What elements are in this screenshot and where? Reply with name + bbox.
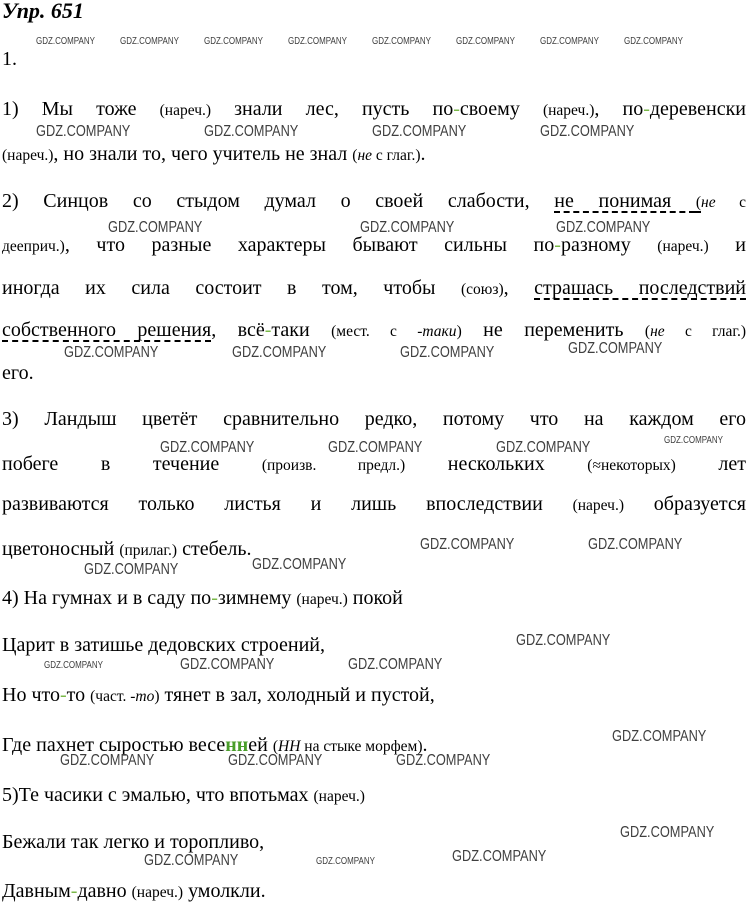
pos-note: (союз) [460,281,504,298]
participle-phrase: страшась последствий [534,277,747,299]
pos-note: (нареч.) [131,884,184,901]
text: 2) Синцов со стыдом думал о своей слабости, [2,190,555,212]
text: зимнему [217,587,297,609]
watermark: GDZ.COMPANY [372,36,431,47]
text: не переменить [461,319,645,341]
text: . [422,734,428,756]
text: иногда их сила состоит в том, чтобы [2,277,461,299]
text: 4) На гумнах и в саду по [2,587,212,609]
watermark: GDZ.COMPANY [328,439,423,456]
hyphen-highlight: - [554,234,561,256]
watermark: GDZ.COMPANY [588,536,683,553]
text: 5)Те часики с эмалью, что впотьмах [2,784,314,806]
watermark: GDZ.COMPANY [624,36,683,47]
text: . [420,143,426,165]
note-italic: не [701,194,716,211]
watermark: GDZ.COMPANY [612,728,707,745]
text: Где пахнет сыростью весе [2,734,226,756]
exercise-title: Упр. 651 [2,0,84,23]
text: , [503,277,535,299]
note: (част. - [90,688,136,705]
watermark: GDZ.COMPANY [120,36,179,47]
pos-note: (нареч.) [296,591,348,608]
sentence-1-line-1 [2,97,746,123]
text: нескольких [405,453,588,475]
note: (≈некоторых) [587,457,676,474]
watermark: GDZ.COMPANY [540,123,635,140]
text: давно [77,880,132,902]
sentence-3-line-3 [2,492,746,518]
text: покой [347,587,403,609]
watermark: GDZ.COMPANY [64,344,159,361]
participle-phrase: собственного решения [2,319,212,341]
watermark: GDZ.COMPANY [396,752,491,769]
watermark: GDZ.COMPANY [372,123,467,140]
watermark: GDZ.COMPANY [348,656,443,673]
note: с глаг.) [372,147,421,164]
sentence-2-line-3 [2,276,746,302]
watermark: GDZ.COMPANY [204,123,299,140]
poem-4-line-3 [2,683,435,709]
watermark: GDZ.COMPANY [44,660,103,671]
text: , что разные характеры бывают сильны по [64,234,555,256]
text: Давным [2,880,71,902]
poem-5-line-2: Бежали так легко и торопливо, [2,831,265,853]
note: с глаг.) [664,323,747,340]
poem-4-line-2: Царит в затишье дедовских строений, [2,634,325,656]
watermark: GDZ.COMPANY [452,848,547,865]
watermark: GDZ.COMPANY [556,219,651,236]
watermark: GDZ.COMPANY [516,632,611,649]
text: таки [271,319,332,341]
watermark: GDZ.COMPANY [232,344,327,361]
pos-note: (нареч.) [313,788,365,805]
watermark: GDZ.COMPANY [540,36,599,47]
text: знали лес, пусть по [211,98,454,120]
watermark: GDZ.COMPANY [620,824,715,841]
text: цветоносный [2,538,120,560]
hyphen-highlight: - [211,587,218,609]
note: (мест. с - [331,323,423,340]
watermark: GDZ.COMPANY [60,752,155,769]
sentence-2-line-1 [2,189,746,215]
note: (произв. предл.) [261,457,406,474]
watermark: GDZ.COMPANY [204,36,263,47]
text: развиваются только листья и лишь впоследствии [2,493,573,515]
note: ( [644,323,651,340]
watermark: GDZ.COMPANY [316,856,375,867]
text: 1) Мы тоже [2,98,160,120]
note: на стыке морфем) [300,738,423,755]
watermark: GDZ.COMPANY [288,36,347,47]
watermark: GDZ.COMPANY [252,556,347,573]
poem-4-line-1 [2,586,403,612]
note-italic: то [135,688,155,705]
text: ей [248,734,273,756]
note: ( [272,738,279,755]
hyphen-highlight: - [453,98,460,120]
watermark: GDZ.COMPANY [144,852,239,869]
hyphen-highlight: - [643,98,650,120]
text: , но знали то, чего учитель не знал [53,143,353,165]
text: Но что [2,684,60,706]
text: умолкли. [183,880,266,902]
text: тянет в зал, холодный и пустой, [159,684,435,706]
text: стебель. [177,538,252,560]
text: и [708,234,746,256]
text: деревенски [649,98,746,120]
double-n-highlight: нн [225,734,249,756]
pos-note: (нареч.) [2,147,54,164]
text: лет [675,453,746,475]
note: ) [154,688,160,705]
hyphen-highlight: - [59,684,67,706]
note-italic: не [650,323,665,340]
text: образуется [624,493,746,515]
watermark: GDZ.COMPANY [360,219,455,236]
pos-note: (нареч.) [657,238,709,255]
sentence-2-line-5: его. [2,362,34,384]
watermark: GDZ.COMPANY [36,123,131,140]
note-italic: НН [278,738,301,755]
watermark: GDZ.COMPANY [180,656,275,673]
watermark: GDZ.COMPANY [400,344,495,361]
note-italic: таки [422,323,457,340]
poem-5-line-1 [2,783,365,809]
hyphen-highlight: - [264,319,272,341]
text: , всё [211,319,265,341]
note: с [715,194,746,211]
watermark: GDZ.COMPANY [228,752,323,769]
text: разному [560,234,658,256]
text: своему [459,98,543,120]
text: то [66,684,91,706]
note: ( [695,194,702,211]
pos-note: (нареч.) [542,102,595,119]
watermark: GDZ.COMPANY [160,439,255,456]
participle-phrase [554,190,701,212]
note: ) [456,323,462,340]
watermark: GDZ.COMPANY [84,561,179,578]
poem-5-line-3 [2,879,266,905]
sentence-3-line-4 [2,537,251,563]
item-number: 1. [2,48,17,70]
note: дееприч.) [2,238,65,255]
sentence-3-line-1: 3) Ландыш цветёт сравнительно редко, потому что на каждом его [2,408,746,430]
pos-note: (нареч.) [159,102,212,119]
watermark: GDZ.COMPANY [108,219,203,236]
text: побеге в течение [2,453,262,475]
pos-note: (прилаг.) [119,542,178,559]
watermark: GDZ.COMPANY [420,536,515,553]
pos-note: (нареч.) [572,497,625,514]
sentence-1-line-2 [2,142,426,168]
text: не понимая [554,190,696,212]
watermark: GDZ.COMPANY [664,435,723,446]
watermark: GDZ.COMPANY [456,36,515,47]
note-italic: не [357,147,373,164]
watermark: GDZ.COMPANY [496,439,591,456]
watermark: GDZ.COMPANY [36,36,95,47]
note: ( [352,147,358,164]
watermark: GDZ.COMPANY [568,340,663,357]
text: , по [594,98,644,120]
hyphen-highlight: - [70,880,78,902]
